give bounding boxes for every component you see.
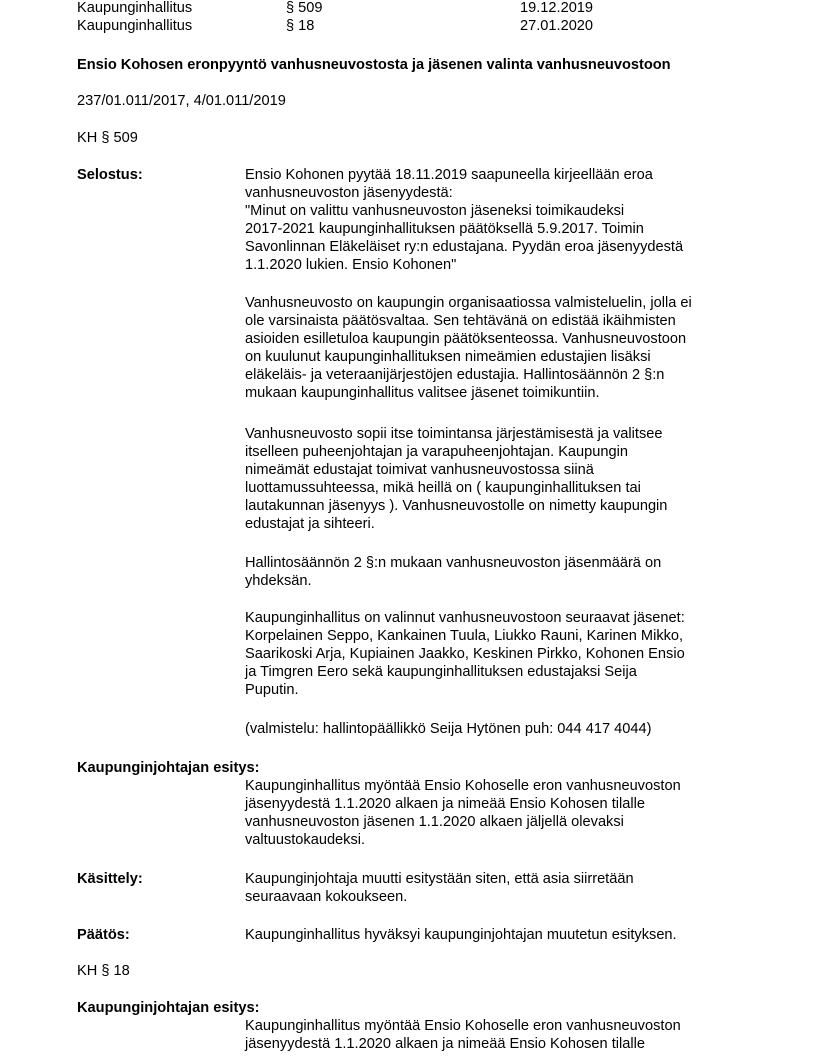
text-line: itselleen puheenjohtajan ja varapuheenjohtajan. Kaupungin	[245, 444, 628, 460]
paatos-text	[245, 926, 745, 944]
document-title: Ensio Kohosen eronpyyntö vanhusneuvostosta ja jäsenen valinta vanhusneuvostoon	[77, 57, 671, 73]
selostus-paragraph	[245, 425, 745, 533]
paatos-label: Päätös:	[77, 927, 130, 943]
text-line: vanhusneuvoston jäsenen 1.1.2020 alkaen jäljellä olevaksi	[245, 814, 624, 830]
header-body: Kaupunginhallitus	[77, 18, 193, 34]
section-reference: KH § 18	[77, 963, 130, 979]
text-line: lautakunnan jäsenyys ). Vanhusneuvostolle on nimetty kaupungin	[245, 498, 668, 514]
text-line: Saarikoski Arja, Kupiainen Jaakko, Keskinen Pirkko, Kohonen Ensio	[245, 646, 685, 662]
kasittely-text	[245, 870, 745, 906]
text-line: Puputin.	[245, 682, 299, 698]
esitys-label: Kaupunginjohtajan esitys:	[77, 760, 260, 776]
selostus-paragraph	[245, 294, 745, 402]
text-line: nimeämät edustajat toimivat vanhusneuvostossa siinä	[245, 462, 594, 478]
text-line: 1.1.2020 lukien. Ensio Kohonen"	[245, 257, 457, 273]
text-line: vanhusneuvoston jäsenyydestä:	[245, 185, 453, 201]
text-line: Kaupunginhallitus myöntää Ensio Kohoselle eron vanhusneuvoston	[245, 778, 681, 794]
text-line: jäsenyydestä 1.1.2020 alkaen ja nimeää Ensio Kohosen tilalle	[245, 1036, 645, 1052]
diary-numbers: 237/01.011/2017, 4/01.011/2019	[77, 93, 286, 109]
text-line: edustajat ja sihteeri.	[245, 516, 375, 532]
text-line: yhdeksän.	[245, 573, 312, 589]
text-line: on kuulunut kaupunginhallituksen nimeämien edustajien lisäksi	[245, 349, 651, 365]
selostus-label: Selostus:	[77, 167, 143, 183]
header-section: § 509	[286, 0, 323, 16]
text-line: Kaupunginjohtaja muutti esitystään siten, että asia siirretään	[245, 871, 634, 887]
text-line: valtuustokaudeksi.	[245, 832, 366, 848]
text-line: mukaan kaupunginhallitus valitsee jäsenet toimikuntiin.	[245, 385, 600, 401]
esitys-label: Kaupunginjohtajan esitys:	[77, 1000, 260, 1016]
text-line: Savonlinnan Eläkeläiset ry:n edustajana. Pyydän eroa jäsenyydestä	[245, 239, 684, 255]
section-reference: KH § 509	[77, 130, 138, 146]
header-date: 27.01.2020	[520, 18, 594, 34]
header-body: Kaupunginhallitus	[77, 0, 193, 16]
text-line: seuraavaan kokoukseen.	[245, 889, 408, 905]
text-line: Kaupunginhallitus hyväksyi kaupunginjohtajan muutetun esityksen.	[245, 927, 677, 943]
esitys-text	[245, 1017, 745, 1053]
header-row	[77, 17, 777, 35]
text-line: jäsenyydestä 1.1.2020 alkaen ja nimeää Ensio Kohosen tilalle	[245, 796, 645, 812]
kasittely-label: Käsittely:	[77, 871, 143, 887]
text-line: ole varsinaista päätösvaltaa. Sen tehtävänä on edistää ikäihmisten	[245, 313, 676, 329]
text-line: Hallintosäännön 2 §:n mukaan vanhusneuvoston jäsenmäärä on	[245, 555, 662, 571]
text-line: eläkeläis- ja veteraanijärjestöjen edustajia. Hallintosäännön 2 §:n	[245, 367, 665, 383]
text-line: Korpelainen Seppo, Kankainen Tuula, Liukko Rauni, Karinen Mikko,	[245, 628, 684, 644]
text-line: Kaupunginhallitus myöntää Ensio Kohoselle eron vanhusneuvoston	[245, 1018, 681, 1034]
selostus-paragraph	[245, 166, 745, 274]
esitys-text	[245, 777, 745, 849]
text-line: ja Timgren Eero sekä kaupunginhallituksen edustajaksi Seija	[245, 664, 637, 680]
preparer-note	[245, 720, 745, 738]
text-line: Ensio Kohonen pyytää 18.11.2019 saapuneella kirjeellään eroa	[245, 167, 653, 183]
header-section: § 18	[286, 18, 315, 34]
selostus-paragraph	[245, 554, 745, 590]
text-line: asioiden esilletuloa kaupungin päätöksenteossa. Vanhusneuvostoon	[245, 331, 687, 347]
text-line: Vanhusneuvosto on kaupungin organisaatiossa valmisteluelin, jolla ei	[245, 295, 692, 311]
header-date: 19.12.2019	[520, 0, 594, 16]
text-line: "Minut on valittu vanhusneuvoston jäseneksi toimikaudeksi	[245, 203, 625, 219]
text-line: luottamussuhteessa, mikä heillä on ( kaupunginhallituksen tai	[245, 480, 641, 496]
header-row	[77, 0, 777, 17]
text-line: (valmistelu: hallintopäällikkö Seija Hytönen puh: 044 417 4044)	[245, 721, 652, 737]
text-line: Kaupunginhallitus on valinnut vanhusneuvostoon seuraavat jäsenet:	[245, 610, 685, 626]
text-line: Vanhusneuvosto sopii itse toimintansa järjestämisestä ja valitsee	[245, 426, 663, 442]
selostus-paragraph	[245, 609, 745, 699]
text-line: 2017-2021 kaupunginhallituksen päätöksellä 5.9.2017. Toimin	[245, 221, 644, 237]
